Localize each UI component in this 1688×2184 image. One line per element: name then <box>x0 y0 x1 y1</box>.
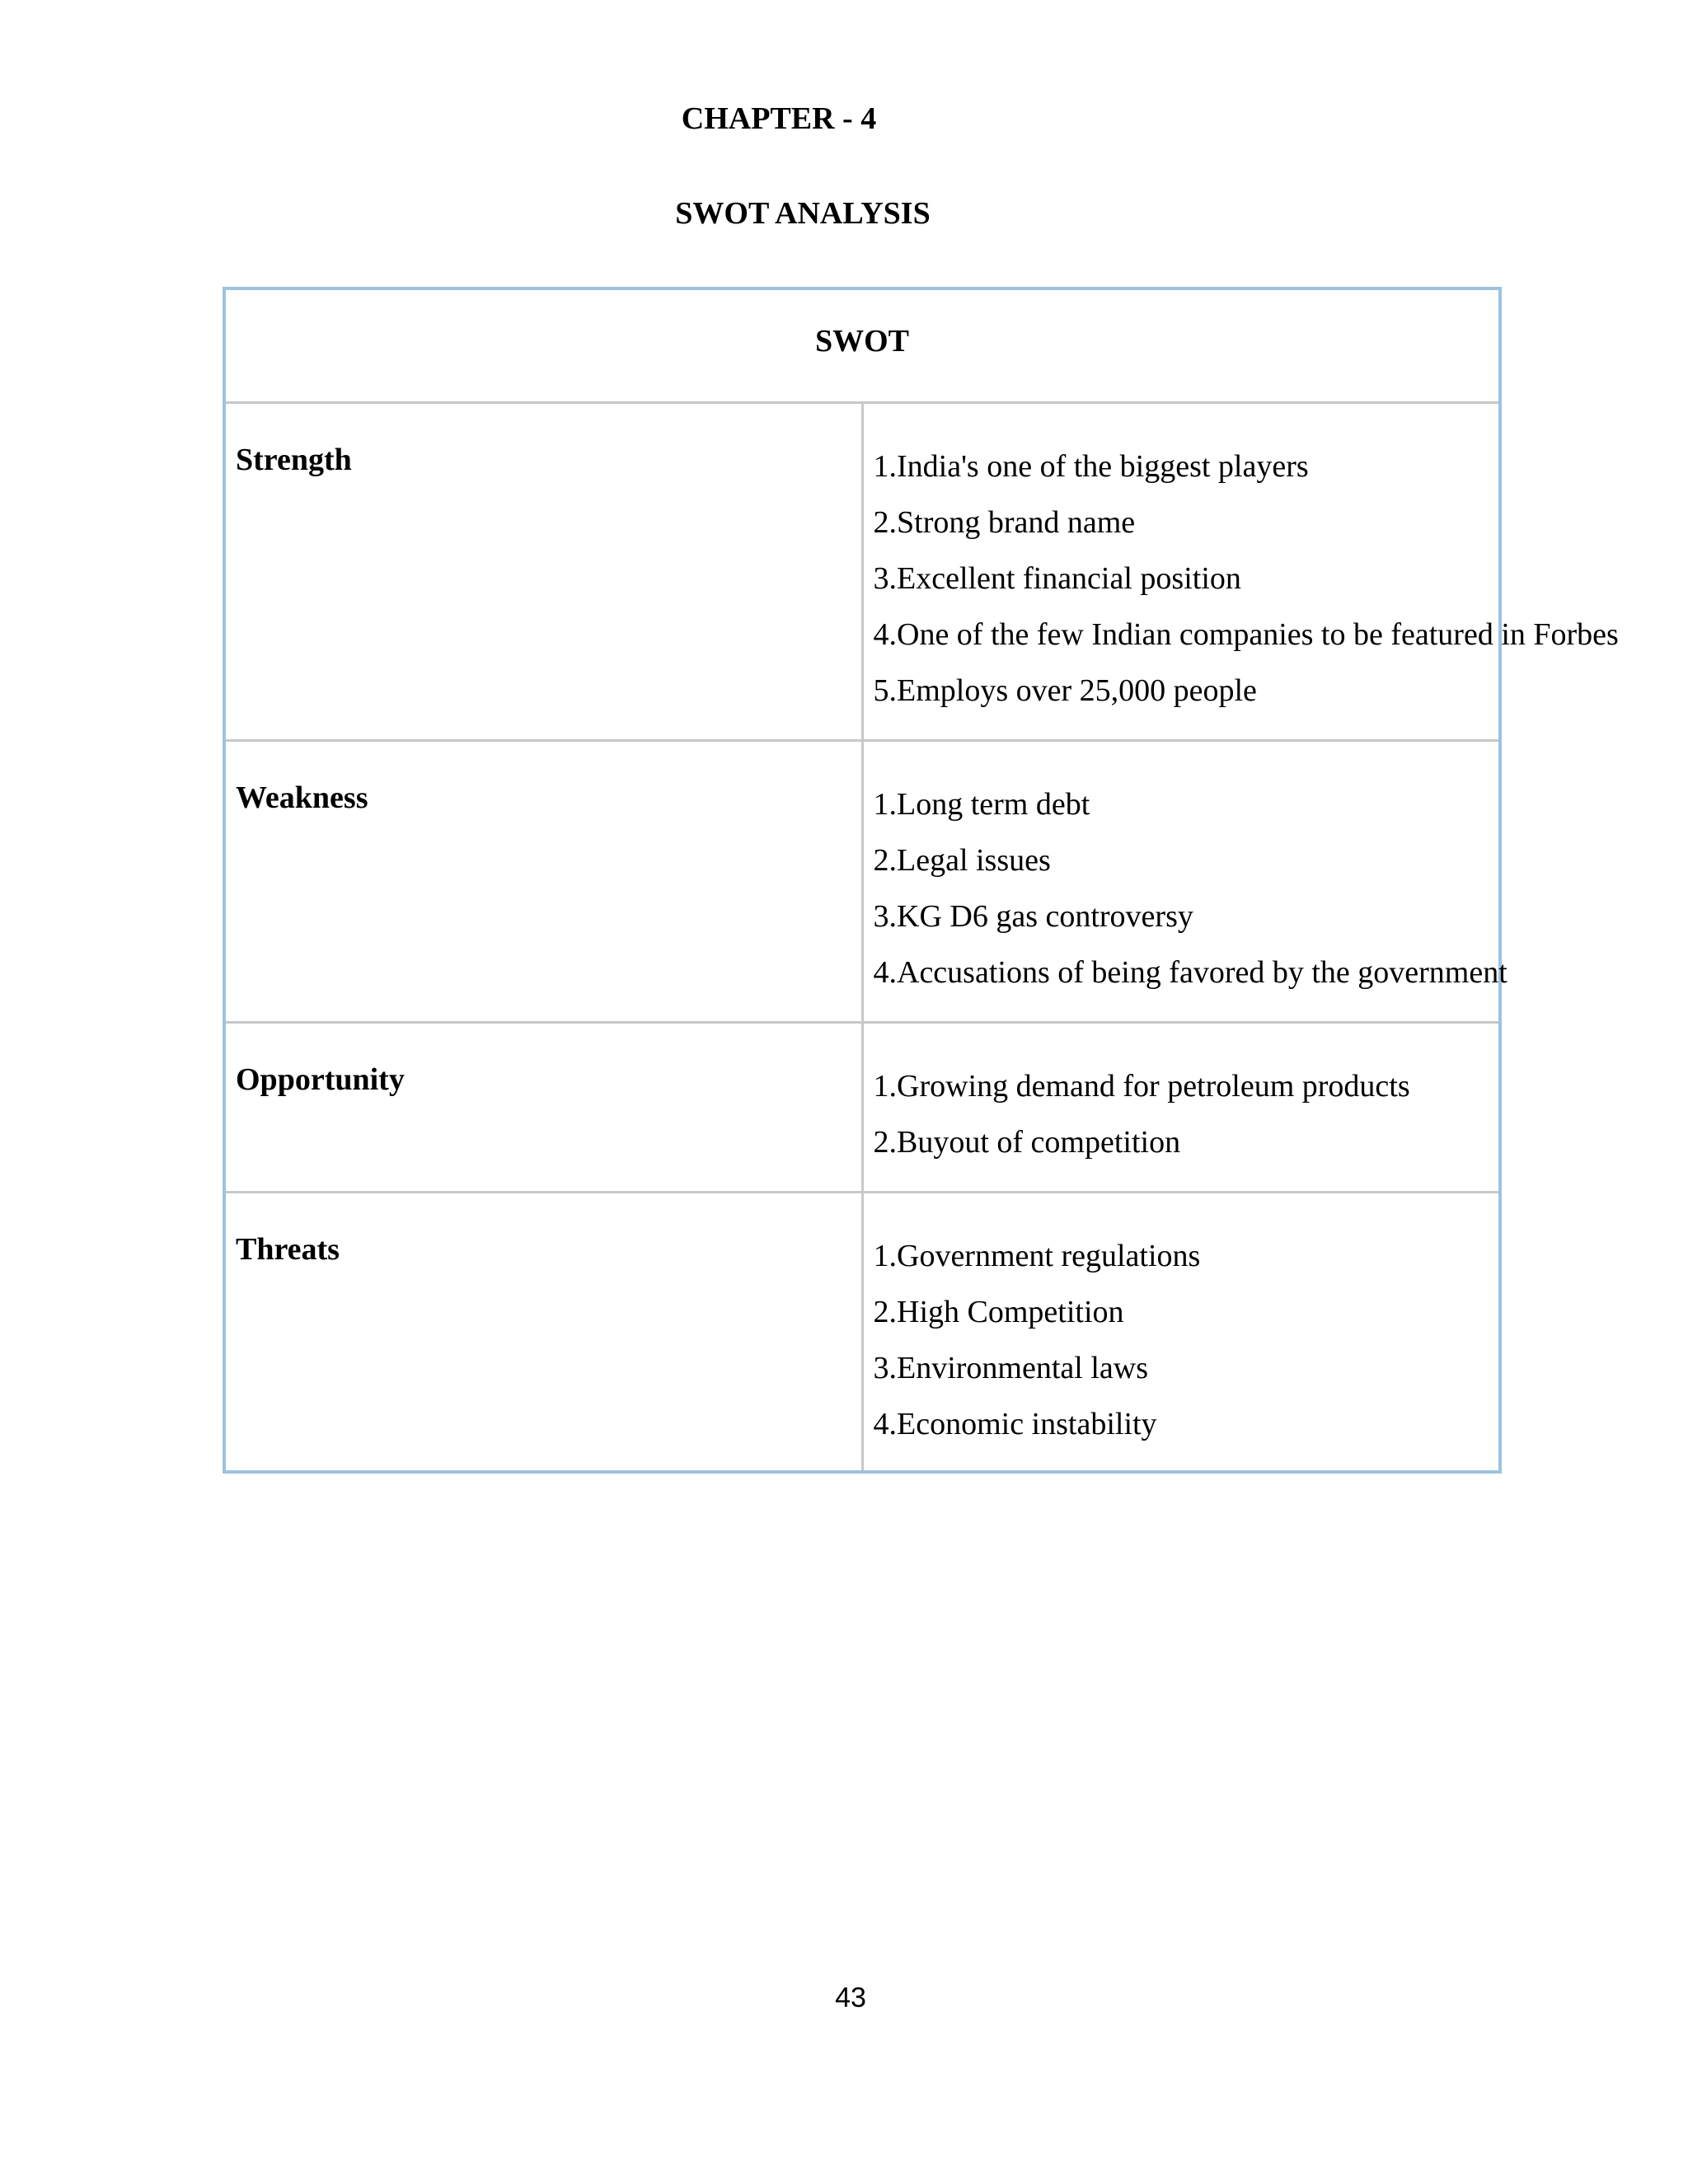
table-row-opportunity <box>224 1022 1500 1192</box>
table-row-threats <box>224 1192 1500 1472</box>
list-item: 3.Excellent financial position <box>873 560 1241 596</box>
row-items-weakness <box>862 740 1507 1022</box>
row-items-strength <box>862 402 1619 740</box>
list-item: 5.Employs over 25,000 people <box>873 673 1257 708</box>
item-list <box>874 1228 1499 1452</box>
list-item: 1.Growing demand for petroleum products <box>873 1068 1410 1104</box>
row-label-strength: Strength <box>224 402 862 740</box>
list-item: 1.India's one of the biggest players <box>873 448 1309 484</box>
table-row-strength <box>224 402 1500 740</box>
row-items-threats <box>862 1192 1500 1472</box>
row-label-opportunity: Opportunity <box>224 1022 862 1192</box>
item-list <box>874 1058 1499 1170</box>
list-item: 2.Strong brand name <box>873 504 1136 540</box>
table-title-row <box>224 288 1500 402</box>
list-item: 3.KG D6 gas controversy <box>873 898 1193 934</box>
chapter-heading: CHAPTER - 4 <box>681 101 877 136</box>
row-label-weakness: Weakness <box>224 740 862 1022</box>
list-item: 4.One of the few Indian companies to be featured in Forbes <box>873 616 1619 652</box>
list-item: 3.Environmental laws <box>873 1350 1148 1385</box>
item-list <box>873 776 1507 1001</box>
list-item: 2.Buyout of competition <box>873 1124 1181 1160</box>
list-item: 2.Legal issues <box>873 842 1051 878</box>
list-item: 4.Accusations of being favored by the government <box>873 954 1507 990</box>
section-title: SWOT ANALYSIS <box>675 196 931 231</box>
list-item: 1.Government regulations <box>873 1238 1201 1273</box>
list-item: 2.High Competition <box>873 1294 1124 1329</box>
list-item: 4.Economic instability <box>873 1406 1157 1441</box>
row-items-opportunity <box>862 1022 1500 1192</box>
list-item: 1.Long term debt <box>873 786 1090 822</box>
swot-table <box>223 287 1619 1474</box>
row-label-threats: Threats <box>224 1192 862 1472</box>
item-list <box>873 438 1619 719</box>
table-row-weakness <box>224 740 1500 1022</box>
page-number: 43 <box>835 1982 866 2013</box>
table-title: SWOT <box>224 288 1500 402</box>
